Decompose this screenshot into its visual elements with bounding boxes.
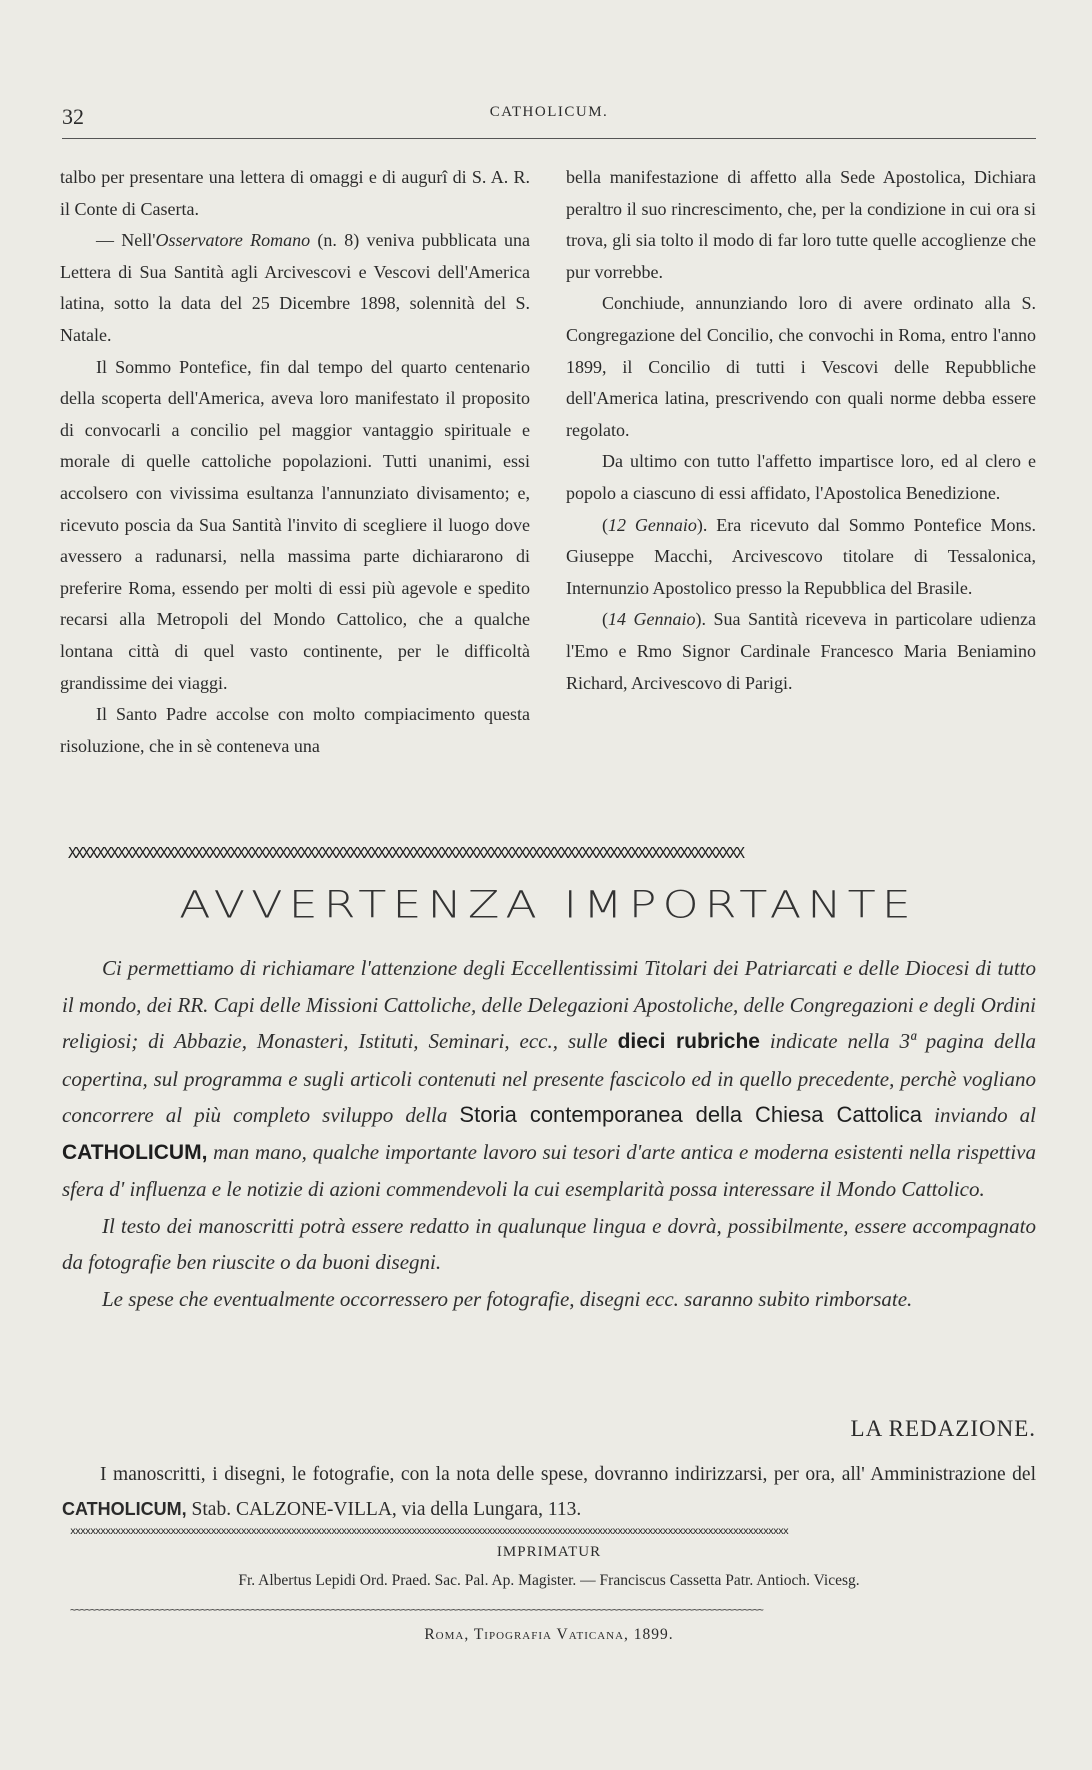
paragraph: (12 Gennaio). Era ricevuto dal Sommo Pontefice Mons. Giuseppe Macchi, Arcivescovo titolare di Tessalonica, Internunzio Apostolico presso la Repubblica del Brasile. — [566, 514, 1036, 598]
paragraph: Il Sommo Pontefice, fin dal tempo del quarto centenario della scoperta dell'America, aveva loro manifestato il proposito di convocarli a concilio pel maggior vantaggio spirituale e morale di quelle cattoliche popolazioni. Tutti unanimi, essi accolsero con vivissima esultanza l'annunziato divisamento; e, ricevuto poscia da Sua Santità l'invito di scegliere il luogo dove avessero a radunarsi, nella massima parte dichiararono di preferire Roma, essendo per molti di essi più agevole e spedito recarsi alla Metropoli del Mondo Cattolico, che a qualche lontana città di quel vasto continente, per le difficoltà grandissime dei viaggi. — [60, 356, 530, 693]
running-title: CATHOLICUM. — [489, 104, 609, 120]
right-column — [566, 162, 1036, 762]
paragraph: talbo per presentare una lettera di omaggi e di augurî di S. A. R. il Conte di Caserta. — [60, 167, 530, 219]
address-note: I manoscritti, i disegni, le fotografie, con la nota delle spese, dovranno indirizzarsi, per ora, all' Amministrazione del CATHOLICUM, Stab. CALZONE-VILLA, via della Lungara, 113. — [62, 1464, 1036, 1520]
ornamental-rule: xxxxxxxxxxxxxxxxxxxxxxxxxxxxxxxxxxxxxxxxxxxxxxxxxxxxxxxxxxxxxxxxxxxxxxxxxxxxxxxxxxxxxxxxxxxxxxxxxxxxxxxxxxxxxxxxxxxxxxxxxxxxxxxxxxxxxxxxxxxxxxx — [70, 1528, 788, 1536]
approbation-line: Fr. Albertus Lepidi Ord. Praed. Sac. Pal. Ap. Magister. — Franciscus Cassetta Patr. Antioch. Vicesg. — [238, 1572, 860, 1589]
notice-paragraph: Ci permettiamo di richiamare l'attenzione degli Eccellentissimi Titolari dei Patriarcati e delle Diocesi di tutto il mondo, dei RR. Capi delle Missioni Cattoliche, delle Delegazioni Apostoliche, delle Congregazioni e degli Ordini religiosi; di Abbazie, Monasteri, Istituti, Seminari, ecc., sulle dieci rubriche indicate nella 3ª pagina della copertina, sul programma e sugli articoli contenuti nel presente fascicolo ed in quello precedente, perchè vogliano concorrere al più completo sviluppo della Storia contemporanea della Chiesa Cattolica inviando al CATHOLICUM, man mano, qualche importante lavoro sui tesori d'arte antica e moderna esistenti nella rispettiva sfera d' influenza e le notizie di azioni commendevoli la cui esemplarità possa interessare il Mondo Cattolico. — [62, 956, 1036, 1201]
two-column-text — [60, 162, 1036, 762]
notice-body — [62, 950, 1036, 1317]
printer-imprint: Roma, Tipografia Vaticana, 1899. — [424, 1626, 674, 1643]
notice-title: AVVERTENZA IMPORTANTE — [179, 882, 917, 927]
page-number: 32 — [62, 104, 84, 129]
paragraph: Il Santo Padre accolse con molto compiacimento questa risoluzione, che in sè conteneva una — [60, 704, 530, 756]
page-header — [62, 104, 1036, 130]
notice-paragraph: Le spese che eventualmente occorressero per fotografie, disegni ecc. saranno subito rimborsate. — [102, 1286, 913, 1311]
paragraph: — Nell'Osservatore Romano (n. 8) veniva pubblicata una Lettera di Sua Santità agli Arcivescovi e Vescovi dell'America latina, sotto la data del 25 Dicembre 1898, solennità del S. Natale. — [60, 230, 530, 345]
ornamental-border: XXXXXXXXXXXXXXXXXXXXXXXXXXXXXXXXXXXXXXXXXXXXXXXXXXXXXXXXXXXXXXXXXXXXXXXXXXXXXXXXXXXXXXXXXXXXXXXX — [68, 844, 743, 862]
imprimatur-heading: IMPRIMATUR — [496, 1544, 602, 1560]
notice-paragraph: Il testo dei manoscritti potrà essere redatto in qualunque lingua e dovrà, possibilmente, essere accompagnato da fotografie ben riuscite o da buoni disegni. — [62, 1213, 1036, 1274]
paragraph: (14 Gennaio). Sua Santità riceveva in particolare udienza l'Emo e Rmo Signor Cardinale Francesco Maria Beniamino Richard, Arcivescovo di Parigi. — [566, 609, 1036, 693]
left-column — [60, 162, 530, 762]
paragraph: bella manifestazione di affetto alla Sede Apostolica, Dichiara peraltro il suo rincrescimento, che, per la condizione in cui ora si trova, gli sia tolto il modo di far loro tutte quelle accoglienze che pur vorrebbe. — [566, 167, 1036, 282]
header-rule — [62, 138, 1036, 139]
wavy-rule: ~~~~~~~~~~~~~~~~~~~~~~~~~~~~~~~~~~~~~~~~~~~~~~~~~~~~~~~~~~~~~~~~~~~~~~~~~~~~~~~~~~~~~~~~~~~~~~~~~~~~~~~~~~~~~~~~~~~~~~~~~~~~~~~~~~~~~~~~~~ — [70, 1606, 763, 1616]
paragraph: Conchiude, annunziando loro di avere ordinato alla S. Congregazione del Concilio, che convochi in Roma, entro l'anno 1899, il Concilio di tutti i Vescovi delle Repubbliche dell'America latina, prescrivendo con quali norme debba essere regolato. — [566, 293, 1036, 440]
signature: LA REDAZIONE. — [850, 1416, 1036, 1441]
paragraph: Da ultimo con tutto l'affetto impartisce loro, ed al clero e popolo a ciascuno di essi affidato, l'Apostolica Benedizione. — [566, 451, 1036, 503]
